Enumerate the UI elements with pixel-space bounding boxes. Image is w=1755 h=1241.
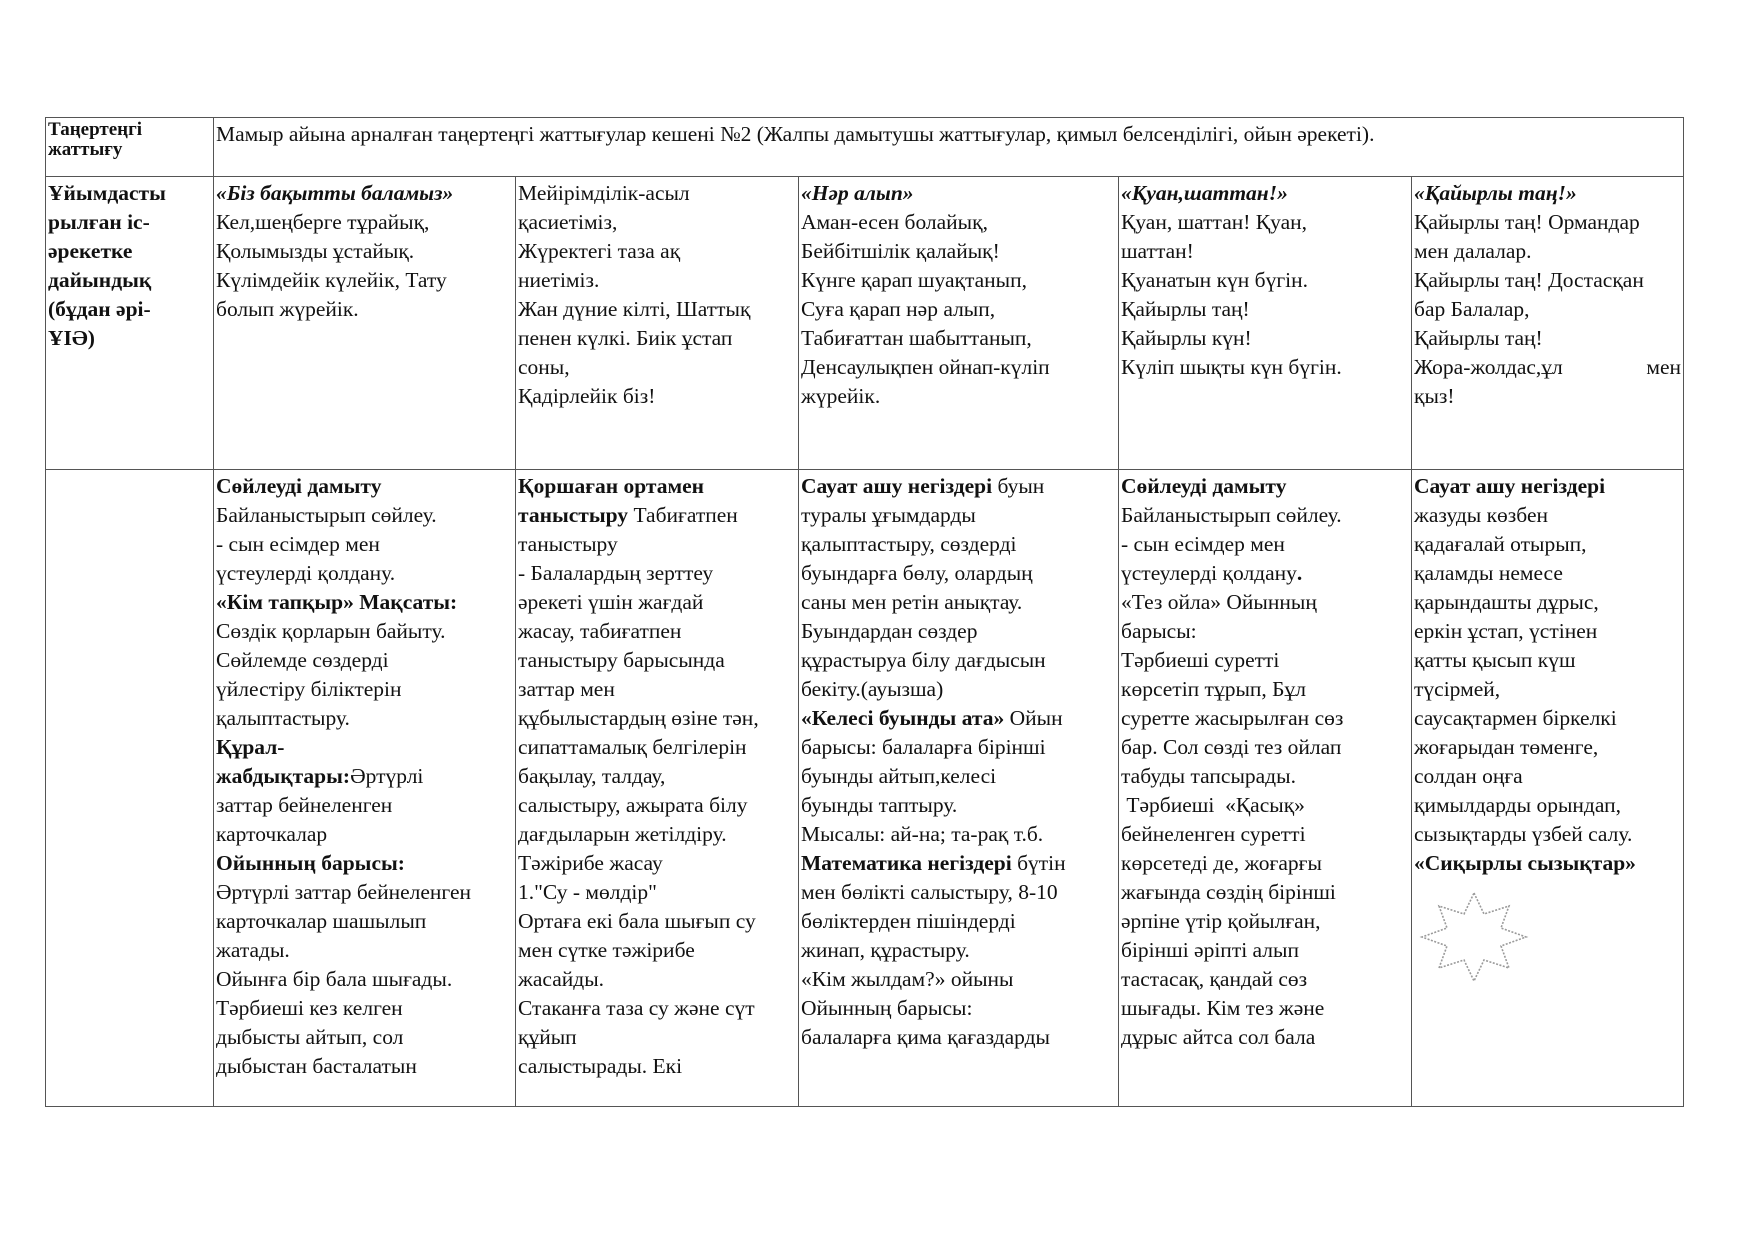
game-rest: Ойын <box>1004 706 1063 730</box>
text-line: солдан оңға <box>1414 764 1523 788</box>
progress-label: Ойынның барысы: <box>216 851 405 875</box>
text-line: «Кім жылдам?» ойыны <box>801 967 1014 991</box>
text-line: буындарға бөлу, олардың <box>801 561 1033 585</box>
poem-line-right: мен <box>1646 355 1682 379</box>
text-line: құбылыстардың өзіне тән, <box>518 706 759 730</box>
poem-line: пенен күлкі. Биік ұстап <box>518 326 733 350</box>
row2-label-line: Ұйымдасты <box>48 181 166 205</box>
heading-rest: Табиғатпен <box>628 503 738 527</box>
text-line: дыбыстан басталатын <box>216 1054 417 1078</box>
text-line: заттар мен <box>518 677 615 701</box>
text-line <box>216 762 513 791</box>
text-line: Тәрбиеші кез келген <box>216 996 403 1020</box>
poem-line: Күнге қарап шуақтанып, <box>801 268 1027 292</box>
text-line: суретте жасырылған сөз <box>1121 706 1344 730</box>
activity-heading-cont: таныстыру <box>518 503 629 527</box>
row2-col3-cell <box>799 177 1119 470</box>
poem-line: болып жүрейік. <box>216 297 359 321</box>
text-line: жоғарыдан төменге, <box>1414 735 1599 759</box>
text-line: Сөздік қорларын байыту. <box>216 619 446 643</box>
eight-point-star-icon <box>1416 890 1532 984</box>
text-line: Ортаға екі бала шығып су <box>518 909 756 933</box>
text-line: жатады. <box>216 938 290 962</box>
text-line: Тәрбиеші «Қасық» <box>1121 793 1305 817</box>
text-line: қарындашты дұрыс, <box>1414 590 1599 614</box>
text-line: сипаттамалық белгілерін <box>518 735 747 759</box>
text-line: қимылдарды орындап, <box>1414 793 1621 817</box>
poem-line: соны, <box>518 355 570 379</box>
text-line: табуды тапсырады. <box>1121 764 1296 788</box>
text-bold-dot: . <box>1296 561 1303 585</box>
row2-label-line: дайындық <box>48 268 152 292</box>
poem-line: Қайырлы таң! Достасқан <box>1414 268 1644 292</box>
text-line: Байланыстырып сөйлеу. <box>216 503 437 527</box>
text-line: құйып <box>518 1025 577 1049</box>
heading-rest: буын <box>992 474 1045 498</box>
row3-col3-cell <box>799 470 1119 1107</box>
poem-line: Қайырлы таң! <box>1414 326 1543 350</box>
text-line: карточкалар <box>216 822 328 846</box>
text-line: Тәрбиеші суретті <box>1121 648 1280 672</box>
row3-col4-cell <box>1119 470 1412 1107</box>
text-line: сызықтарды үзбей салу. <box>1414 822 1633 846</box>
text-line: жазуды көзбен <box>1414 503 1548 527</box>
text-line: жағында сөздің бірінші <box>1121 880 1336 904</box>
poem-line: Қайырлы таң! <box>1121 297 1250 321</box>
game-goal-label: «Кім тапқыр» Мақсаты: <box>216 590 458 614</box>
poem-line: Табиғаттан шабыттанып, <box>801 326 1032 350</box>
poem-line-left: Жора-жолдас,ұл <box>1414 355 1563 379</box>
row1-label-line: жаттығу <box>48 139 123 160</box>
activity-heading: Сауат ашу негіздері <box>801 474 993 498</box>
poem-line: Қайырлы күн! <box>1121 326 1252 350</box>
text-line: бекіту.(ауызша) <box>801 677 944 701</box>
text-line: бөліктерден пішіндерді <box>801 909 1016 933</box>
text-line: - сын есімдер мен <box>1121 532 1285 556</box>
text-line: Әртүрлі заттар бейнеленген <box>216 880 471 904</box>
row2-col2-cell <box>516 177 799 470</box>
row2-label-cell <box>46 177 214 470</box>
text-line: құрастыруа білу дағдысын <box>801 648 1046 672</box>
row1-text-cell <box>214 118 1684 177</box>
poem-line: Денсаулықпен ойнап-күліп <box>801 355 1050 379</box>
row1-label-line: Таңертеңгі <box>48 119 143 140</box>
lesson-plan-table <box>45 117 1684 1107</box>
text-line: балаларға қима қағаздарды <box>801 1025 1051 1049</box>
row1-label-cell <box>46 118 214 177</box>
math-rest: бүтін <box>1011 851 1066 875</box>
game-title: «Келесі буынды ата» <box>801 706 1005 730</box>
poem-line: Мейірімділік-асыл <box>518 181 690 205</box>
row2-col5-cell <box>1412 177 1684 470</box>
poem-line: Кел,шеңберге тұрайық, <box>216 210 430 234</box>
poem-line: Қолымызды ұстайық. <box>216 239 415 263</box>
text-line: тастасақ, қандай сөз <box>1121 967 1308 991</box>
text-line: Ойынның барысы: <box>801 996 973 1020</box>
text-line: Сөйлемде сөздерді <box>216 648 389 672</box>
row3-col5-cell <box>1412 470 1684 1107</box>
row-activities <box>46 470 1684 1107</box>
text-line: түсірмей, <box>1414 677 1501 701</box>
row3-col1-cell <box>214 470 516 1107</box>
row1-text: Мамыр айына арналған таңертеңгі жаттығулар кешені №2 (Жалпы дамытушы жаттығулар, қимыл белсенділігі, ойын әрекеті). <box>216 122 1375 146</box>
text-line: буынды айтып,келесі <box>801 764 997 788</box>
text-line: таныстыру барысында <box>518 648 725 672</box>
text-line: дағдыларын жетілдіру. <box>518 822 727 846</box>
text-line: мен сүтке тәжірибе <box>518 938 695 962</box>
row2-label-line: рылған іс- <box>48 210 150 234</box>
text-line: буынды таптыру. <box>801 793 958 817</box>
poem-line: Қуанатын күн бүгін. <box>1121 268 1309 292</box>
text-line: қалыптастыру, сөздерді <box>801 532 1017 556</box>
poem-line: Қадірлейік біз! <box>518 384 656 408</box>
activity-heading: Сауат ашу негіздері <box>1414 474 1606 498</box>
text-line: Байланыстырып сөйлеу. <box>1121 503 1342 527</box>
text-line: қадағалай отырып, <box>1414 532 1587 556</box>
row2-col4-cell <box>1119 177 1412 470</box>
text-line <box>801 704 1116 733</box>
activity-heading: Қоршаған ортамен <box>518 474 705 498</box>
game-title: «Сиқырлы сызықтар» <box>1414 851 1636 875</box>
text-line: қалыптастыру. <box>216 706 350 730</box>
text-line: дұрыс айтса сол бала <box>1121 1025 1316 1049</box>
text-line <box>801 849 1116 878</box>
text-line: мен бөлікті салыстыру, 8-10 <box>801 880 1058 904</box>
text-line: саусақтармен біркелкі <box>1414 706 1617 730</box>
text-line: Ойынға бір бала шығады. <box>216 967 453 991</box>
text-line: - сын есімдер мен <box>216 532 380 556</box>
poem-line: қасиетіміз, <box>518 210 618 234</box>
poem-line: ниетіміз. <box>518 268 600 292</box>
tools-label-cont: жабдықтары: <box>216 764 351 788</box>
text-line: көрсетіп тұрып, Бұл <box>1121 677 1306 701</box>
poem-line: Жүректегі таза ақ <box>518 239 681 263</box>
text-line <box>1121 559 1409 588</box>
text-line: жасайды. <box>518 967 605 991</box>
text-line: Тәжірибе жасау <box>518 851 663 875</box>
row3-label-cell <box>46 470 214 1107</box>
row2-label-line: (бұдан әрі- <box>48 297 151 321</box>
text-line: барысы: <box>1121 619 1197 643</box>
text-line: саны мен ретін анықтау. <box>801 590 1023 614</box>
text-line: жасау, табиғатпен <box>518 619 682 643</box>
text-line: шығады. Кім тез және <box>1121 996 1325 1020</box>
text-line: дыбысты айтып, сол <box>216 1025 404 1049</box>
poem-title: «Қуан,шаттан!» <box>1121 181 1288 205</box>
activity-heading: Сөйлеуді дамыту <box>216 474 382 498</box>
poem-line: жүрейік. <box>801 384 881 408</box>
text-line: карточкалар шашылып <box>216 909 427 933</box>
activity-heading: Сөйлеуді дамыту <box>1121 474 1287 498</box>
text-line: заттар бейнеленген <box>216 793 393 817</box>
row2-label-line: әрекетке <box>48 239 133 263</box>
text-line: «Тез ойла» Ойынның <box>1121 590 1317 614</box>
math-heading: Математика негіздері <box>801 851 1012 875</box>
text-line: әрпіне үтір қойылған, <box>1121 909 1321 933</box>
poem-line-justified <box>1414 353 1681 382</box>
text-line <box>801 472 1116 501</box>
text-line: үйлестіру біліктерін <box>216 677 402 701</box>
row3-col2-cell <box>516 470 799 1107</box>
text-line: бар. Сол сөзді тез ойлап <box>1121 735 1342 759</box>
text-line: - Балалардың зерттеу <box>518 561 714 585</box>
poem-line: Жан дүние кілті, Шаттық <box>518 297 751 321</box>
poem-line: шаттан! <box>1121 239 1194 263</box>
row2-col1-cell <box>214 177 516 470</box>
text-line <box>518 501 796 530</box>
poem-line: Қайырлы таң! Ормандар <box>1414 210 1640 234</box>
poem-line: Суға қарап нәр алып, <box>801 297 996 321</box>
text-line: 1."Су - мөлдір" <box>518 880 657 904</box>
text-line: үстеулерді қолдану. <box>216 561 396 585</box>
poem-line: мен далалар. <box>1414 239 1532 263</box>
poem-title: «Біз бақытты баламыз» <box>216 181 454 205</box>
text-line: қаламды немесе <box>1414 561 1563 585</box>
text-line: Мысалы: ай-на; та-рақ т.б. <box>801 822 1044 846</box>
tools-label: Құрал- <box>216 735 285 759</box>
text-line: бейнеленген суретті <box>1121 822 1306 846</box>
text-line: Буындардан сөздер <box>801 619 978 643</box>
text-line: көрсетеді де, жоғарғы <box>1121 851 1322 875</box>
text-line: салыстыру, ажырата білу <box>518 793 748 817</box>
text-line: Стаканға таза су және сүт <box>518 996 755 1020</box>
text-part: үстеулерді қолдану <box>1121 561 1297 585</box>
poem-line: Күліп шықты күн бүгін. <box>1121 355 1342 379</box>
text-line: бірінші әріпті алып <box>1121 938 1299 962</box>
poem-line: Аман-есен болайық, <box>801 210 988 234</box>
text-line: қатты қысып күш <box>1414 648 1576 672</box>
poem-line: қыз! <box>1414 384 1455 408</box>
poem-title: «Қайырлы таң!» <box>1414 181 1577 205</box>
text-line: таныстыру <box>518 532 618 556</box>
row2-label-line: ҰІӘ) <box>48 326 95 350</box>
text-line: салыстырады. Екі <box>518 1054 683 1078</box>
poem-line: Бейбітшілік қалайық! <box>801 239 1000 263</box>
poem-title: «Нәр алып» <box>801 181 914 205</box>
text-line: жинап, құрастыру. <box>801 938 970 962</box>
row-morning-exercise <box>46 118 1684 177</box>
text-line: бақылау, талдау, <box>518 764 666 788</box>
poem-line: Күлімдейік күлейік, Тату <box>216 268 447 292</box>
text-line: барысы: балаларға бірінші <box>801 735 1046 759</box>
text-line: еркін ұстап, үстінен <box>1414 619 1598 643</box>
poem-line: Қуан, шаттан! Қуан, <box>1121 210 1308 234</box>
text-line: әрекеті үшін жағдай <box>518 590 704 614</box>
tools-text: Әртүрлі <box>350 764 424 788</box>
poem-line: бар Балалар, <box>1414 297 1530 321</box>
text-line: туралы ұғымдарды <box>801 503 976 527</box>
row-preparation <box>46 177 1684 470</box>
